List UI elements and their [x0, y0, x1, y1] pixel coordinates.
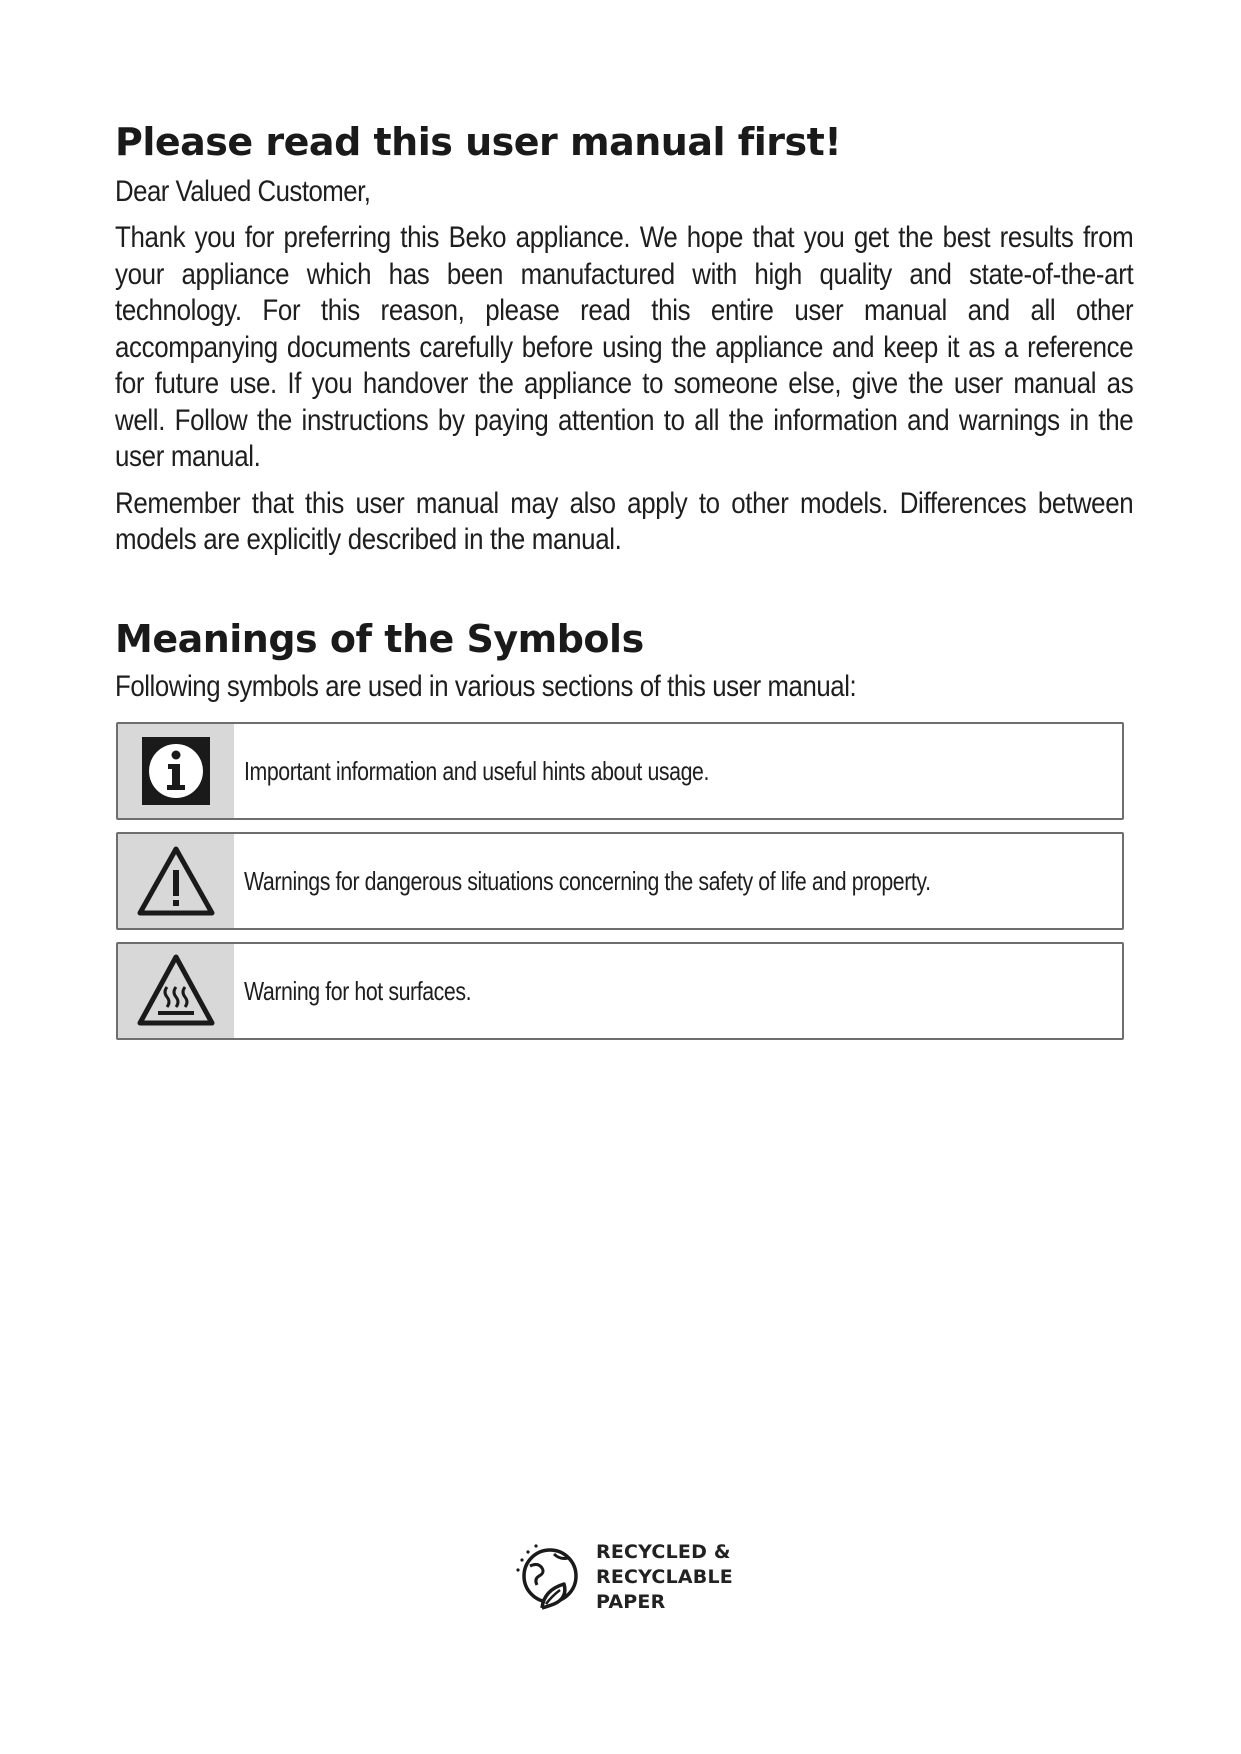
- symbol-row-text: Warning for hot surfaces.: [244, 975, 472, 1006]
- symbol-row-text: Important information and useful hints about usage.: [244, 755, 710, 786]
- information-icon: [118, 724, 234, 818]
- symbol-row-text: Warnings for dangerous situations concerning the safety of life and property.: [244, 865, 931, 896]
- symbols-table: [116, 722, 1124, 1052]
- page-title: Please read this user manual first!: [115, 120, 842, 164]
- warning-triangle-icon: [118, 834, 234, 928]
- intro-paragraph-2: Remember that this user manual may also apply to other models. Differences between models are explicitly described in the manual.: [115, 486, 1134, 556]
- symbol-row-information: [116, 722, 1124, 820]
- intro-section: [115, 118, 1133, 559]
- symbols-heading: Meanings of the Symbols: [115, 617, 644, 661]
- symbol-row-hot-surface: [116, 942, 1124, 1040]
- intro-body: [115, 220, 1133, 559]
- recycled-paper-logo: [512, 1538, 733, 1616]
- intro-paragraph-1: Thank you for preferring this Beko appliance. We hope that you get the best results from your appliance which has been manufactured with high quality and state-of-the-art technology. For this reason, please read this entire user manual and all other accompanying documents carefully before using the appliance and keep it as a reference for future use. If you handover the appliance to someone else, give the user manual as well. Follow the instructions by paying attention to all the information and warnings in the user manual.: [115, 221, 1134, 473]
- symbols-section: [115, 615, 1133, 705]
- recycled-globe-leaf-icon: [512, 1538, 588, 1616]
- salutation: Dear Valued Customer,: [115, 175, 371, 208]
- logo-text: RECYCLED & RECYCLABLE PAPER: [596, 1540, 733, 1613]
- hot-surface-warning-icon: [118, 944, 234, 1038]
- symbol-row-warning: [116, 832, 1124, 930]
- symbols-lead: Following symbols are used in various sections of this user manual:: [115, 670, 857, 703]
